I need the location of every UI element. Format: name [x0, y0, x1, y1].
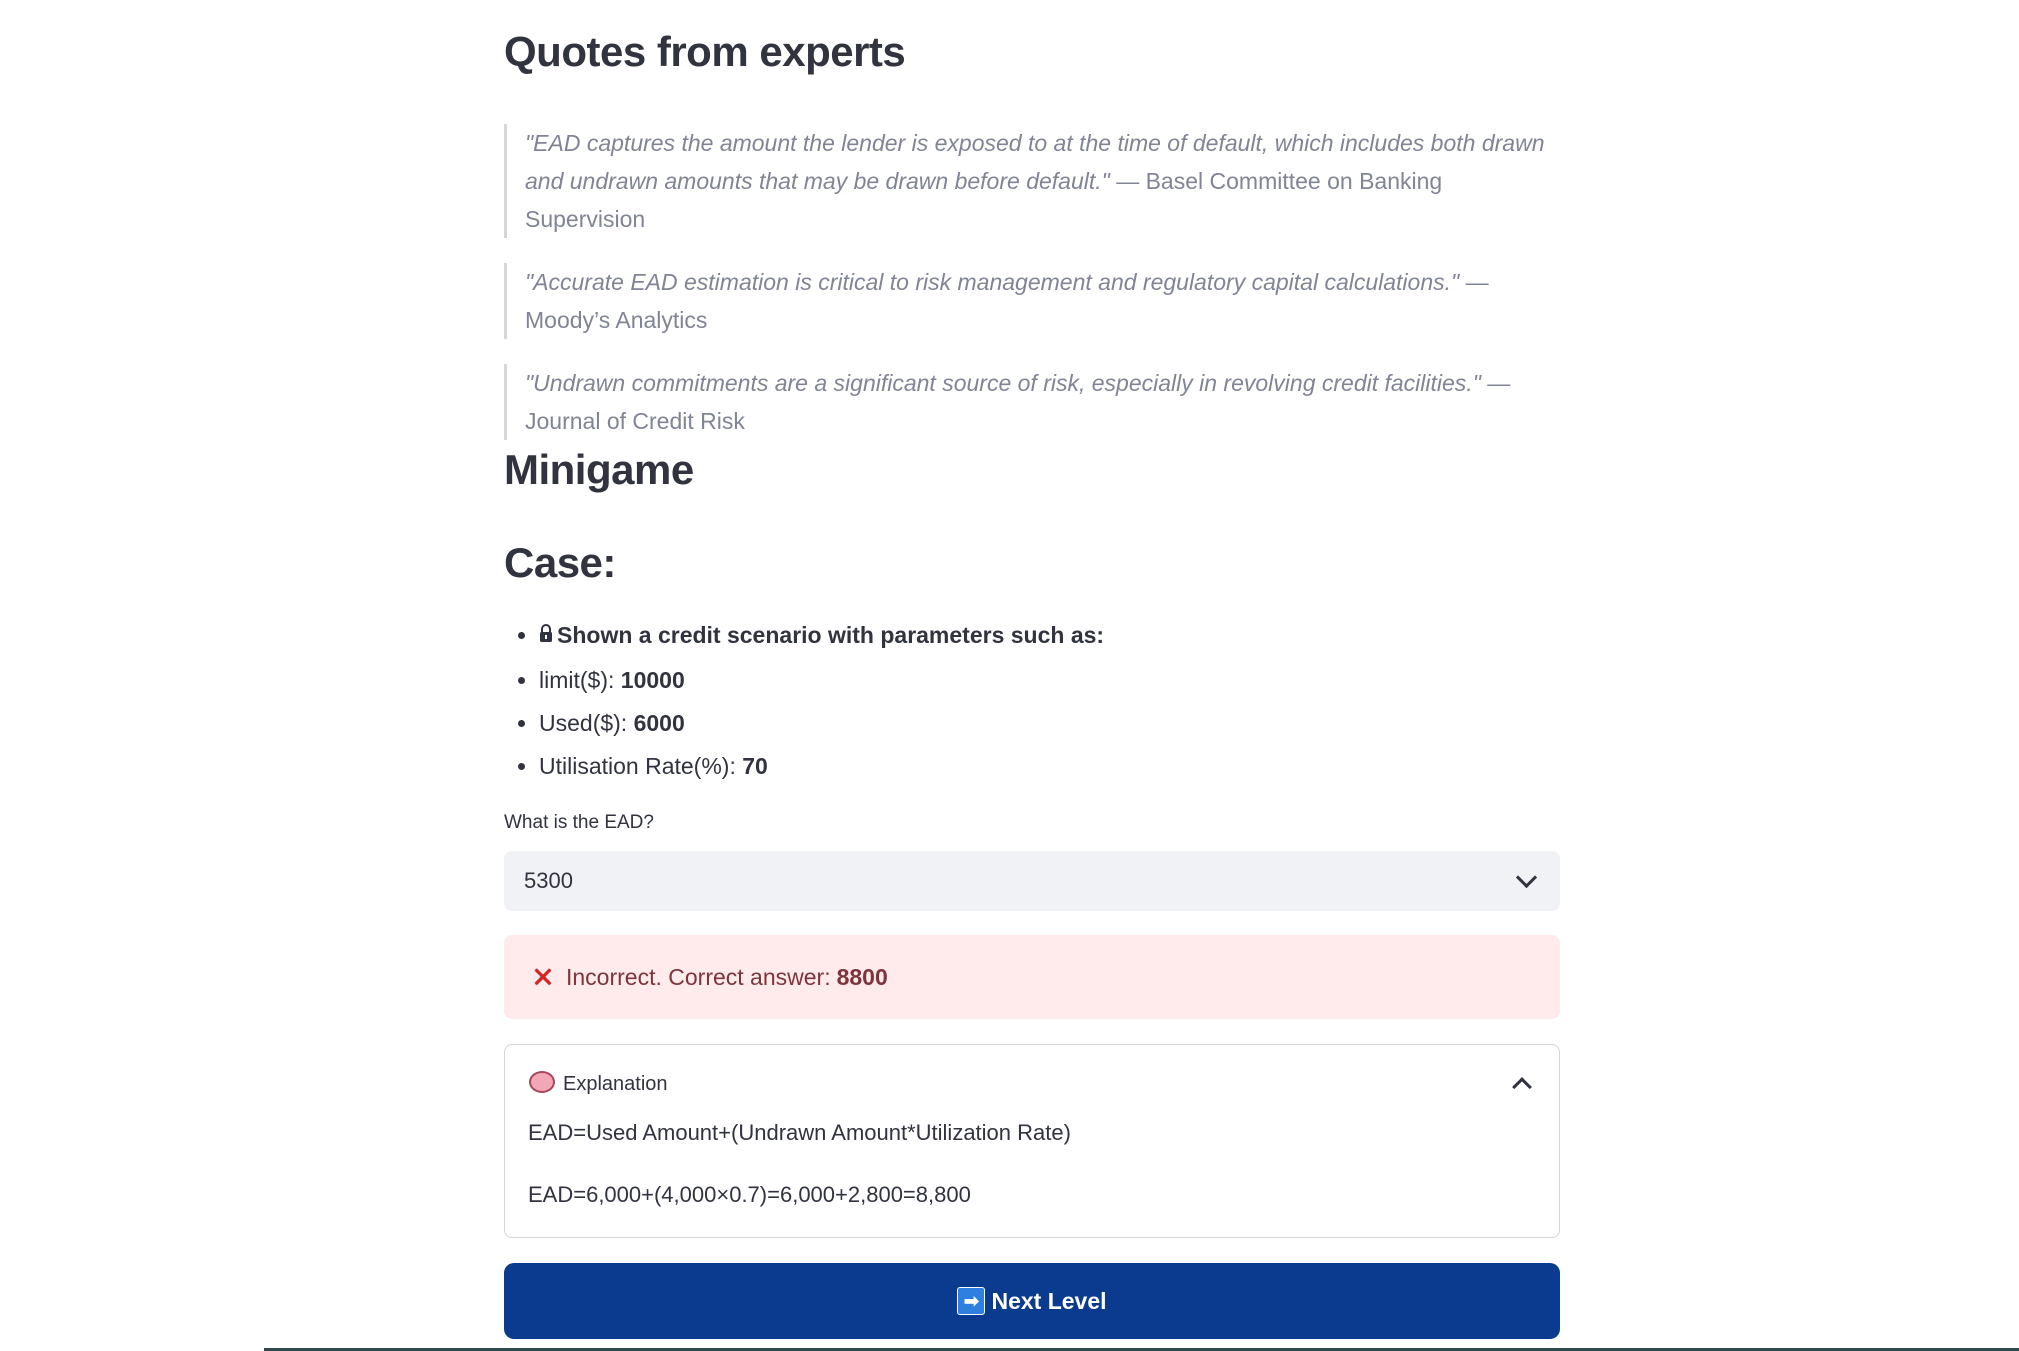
- next-level-label: Next Level: [991, 1287, 1107, 1314]
- quotes-list: [504, 124, 1560, 465]
- param-value: 70: [742, 753, 768, 779]
- ead-select-value: 5300: [524, 868, 573, 893]
- ead-select[interactable]: [504, 851, 1560, 911]
- list-item: [539, 659, 1104, 702]
- quote-text: "Accurate EAD estimation is critical to risk management and regulatory capital calculations.": [525, 269, 1460, 295]
- explanation-title-wrap: [529, 1071, 668, 1096]
- ead-select-label: What is the EAD?: [504, 812, 654, 833]
- explanation-toggle[interactable]: [529, 1063, 1535, 1103]
- case-heading: Case:: [504, 539, 616, 586]
- explanation-calculation: EAD=6,000+(4,000×0.7)=6,000+2,800=8,800: [528, 1182, 971, 1207]
- quotes-heading: Quotes from experts: [504, 28, 906, 75]
- param-value: 6000: [633, 710, 685, 736]
- param-label: Used($):: [539, 710, 634, 736]
- list-item: [539, 745, 1104, 788]
- explanation-title: Explanation: [563, 1072, 668, 1095]
- param-label: Utilisation Rate(%):: [539, 753, 743, 779]
- list-item: [539, 614, 1104, 659]
- right-arrow-icon: ➡: [957, 1287, 985, 1315]
- quote-source: — Basel Committee on Banking Supervision: [525, 168, 1443, 232]
- param-label: limit($):: [539, 667, 621, 693]
- quote-text: "EAD captures the amount the lender is exposed to at the time of default, which includes both drawn and undrawn amounts that may be drawn before default.": [525, 130, 1545, 194]
- list-item: [539, 702, 1104, 745]
- case-intro: Shown a credit scenario with parameters such as:: [557, 622, 1105, 648]
- quote-source: — Journal of Credit Risk: [525, 370, 1511, 434]
- minigame-heading: Minigame: [504, 446, 694, 493]
- next-level-button[interactable]: [504, 1263, 1560, 1339]
- quote-text: "Undrawn commitments are a significant source of risk, especially in revolving credit facilities.": [525, 370, 1481, 396]
- quote-item: [504, 263, 1560, 339]
- explanation-formula: EAD=Used Amount+(Undrawn Amount*Utilization Rate): [528, 1120, 1071, 1145]
- correct-answer: 8800: [836, 963, 888, 990]
- case-parameters: [504, 614, 1104, 788]
- quote-item: [504, 364, 1560, 440]
- quote-source: — Moody’s Analytics: [525, 269, 1489, 333]
- brain-icon: [529, 1071, 555, 1093]
- error-alert: [504, 935, 1560, 1019]
- alert-text: Incorrect. Correct answer:: [566, 963, 831, 990]
- cross-mark-icon: ✕: [531, 961, 555, 993]
- lock-icon: [539, 616, 553, 659]
- chevron-down-icon: [1516, 866, 1537, 887]
- param-value: 10000: [620, 667, 685, 693]
- chevron-up-icon: [1512, 1077, 1532, 1097]
- quote-item: [504, 124, 1560, 238]
